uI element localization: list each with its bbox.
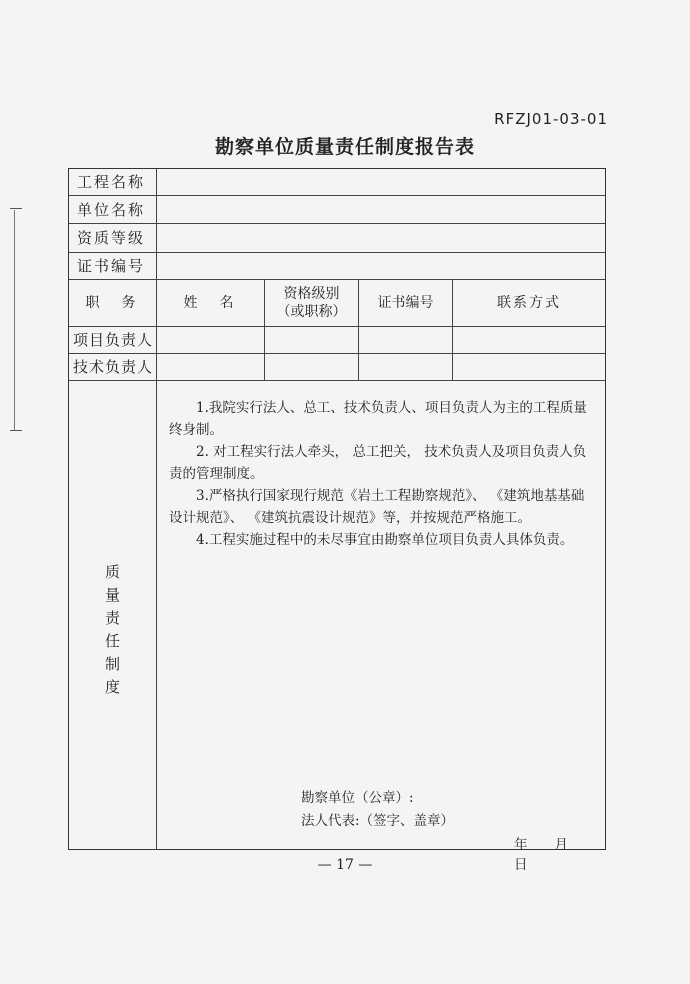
label-unit-name: 单位名称 xyxy=(69,196,157,223)
row-tech-lead xyxy=(69,354,605,381)
col-grade-line1: 资格级别 xyxy=(283,286,340,302)
label-char-1: 质 xyxy=(104,563,120,581)
input-tech-lead-cert[interactable] xyxy=(359,354,453,380)
page-number: — 17 — xyxy=(317,857,373,873)
input-project-lead-grade[interactable] xyxy=(265,327,359,353)
signature-unit: 勘察单位（公章）: xyxy=(301,790,414,806)
label-char-2: 量 xyxy=(104,586,120,604)
clause-4: 4.工程实施过程中的未尽事宜由勘察单位项目负责人具体负责。 xyxy=(196,532,574,548)
input-project-name[interactable] xyxy=(157,169,605,195)
input-unit-name[interactable] xyxy=(157,196,605,223)
col-position: 职 务 xyxy=(69,280,157,326)
row-project-lead xyxy=(69,327,605,354)
clause-1: 1.我院实行法人、总工、技术负责人、项目负责人为主的工程质量终身制。 xyxy=(169,400,587,438)
label-qualification: 资质等级 xyxy=(69,224,157,252)
signature-legal-rep: 法人代表:（签字、盖章） xyxy=(301,813,455,829)
quality-section-label xyxy=(69,381,157,849)
row-qualification xyxy=(69,224,605,253)
input-project-lead-name[interactable] xyxy=(157,327,265,353)
col-grade xyxy=(265,280,359,326)
label-char-3: 责 xyxy=(104,609,120,627)
binding-mark-top xyxy=(10,208,22,209)
clause-2: 2. 对工程实行法人牵头， 总工把关， 技术负责人及项目负责人负责的管理制度。 xyxy=(169,444,587,482)
input-project-lead-cert[interactable] xyxy=(359,327,453,353)
row-project-name xyxy=(69,169,605,196)
col-contact: 联系方式 xyxy=(497,295,561,311)
binding-margin-line xyxy=(14,210,15,430)
label-char-6: 度 xyxy=(104,678,120,696)
binding-mark-bottom xyxy=(10,430,22,431)
row-certificate-no xyxy=(69,253,605,280)
row-unit-name xyxy=(69,196,605,224)
input-tech-lead-grade[interactable] xyxy=(265,354,359,380)
document-title: 勘察单位质量责任制度报告表 xyxy=(214,136,475,158)
input-certificate-no[interactable] xyxy=(157,253,605,279)
label-char-5: 制 xyxy=(104,655,120,673)
signature-date: 年 月 日 xyxy=(514,837,595,873)
input-project-lead-contact[interactable] xyxy=(453,327,605,353)
label-char-4: 任 xyxy=(104,632,120,650)
label-project-name: 工程名称 xyxy=(69,169,157,195)
input-qualification[interactable] xyxy=(157,224,605,252)
clause-3: 3.严格执行国家现行规范《岩土工程勘察规范》、 《建筑地基基础设计规范》、 《建筑抗震设计规范》等，并按规范严格施工。 xyxy=(169,488,585,526)
input-tech-lead-contact[interactable] xyxy=(453,354,605,380)
personnel-header-row xyxy=(69,280,605,327)
input-tech-lead-name[interactable] xyxy=(157,354,265,380)
quality-clauses xyxy=(169,397,593,551)
col-grade-line2: （或职称） xyxy=(276,304,347,320)
label-certificate-no: 证书编号 xyxy=(69,253,157,279)
label-project-lead: 项目负责人 xyxy=(69,327,157,353)
col-name: 姓 名 xyxy=(157,280,265,326)
label-tech-lead: 技术负责人 xyxy=(69,354,157,380)
col-cert: 证书编号 xyxy=(359,280,453,326)
document-code: RFZJ01-03-01 xyxy=(494,110,608,128)
